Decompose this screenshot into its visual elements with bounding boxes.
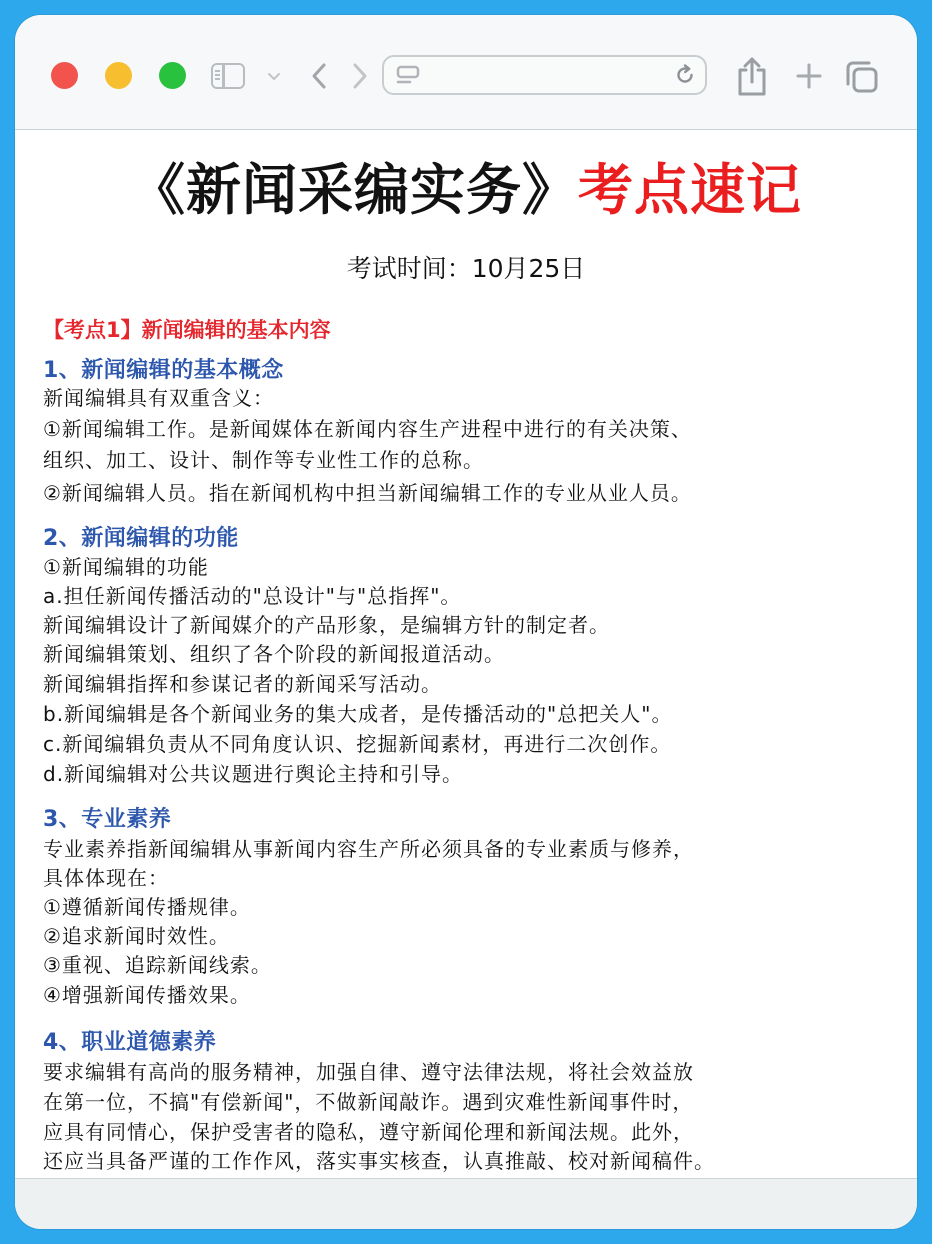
reload-icon[interactable] xyxy=(674,64,696,86)
section-title-professional-ethics: 4、职业道德素养 xyxy=(43,1030,217,1055)
text-line: ①新闻编辑的功能 xyxy=(43,555,209,579)
tabs-icon[interactable] xyxy=(844,59,880,95)
page-icon xyxy=(396,65,420,85)
text-line: 新闻编辑指挥和参谋记者的新闻采写活动。 xyxy=(43,672,442,696)
text-line: 新闻编辑策划、组织了各个阶段的新闻报道活动。 xyxy=(43,642,505,666)
forward-chevron-icon[interactable] xyxy=(346,61,372,91)
text-line: ③重视、追踪新闻线索。 xyxy=(43,953,272,977)
close-window-icon[interactable] xyxy=(51,62,78,89)
title-book-name: 《新闻采编实务》 xyxy=(129,159,578,221)
section-title-functions: 2、新闻编辑的功能 xyxy=(43,526,239,551)
minimize-window-icon[interactable] xyxy=(105,62,132,89)
exam-time: 考试时间：10月25日 xyxy=(346,254,586,283)
text-line: ②新闻编辑人员。指在新闻机构中担当新闻编辑工作的专业从业人员。 xyxy=(43,481,692,505)
text-line: a.担任新闻传播活动的"总设计"与"总指挥"。 xyxy=(43,584,462,608)
browser-bottom-bar xyxy=(15,1178,917,1229)
sidebar-toggle-icon[interactable] xyxy=(211,63,245,89)
text-line: 应具有同情心，保护受害者的隐私，遵守新闻伦理和新闻法规。此外， xyxy=(43,1120,694,1144)
address-bar[interactable] xyxy=(382,55,707,95)
text-line: 专业素养指新闻编辑从事新闻内容生产所必须具备的专业素质与修养， xyxy=(43,837,694,861)
section-title-basic-concept: 1、新闻编辑的基本概念 xyxy=(43,358,284,383)
title-highlight: 考点速记 xyxy=(578,159,803,221)
chevron-down-icon[interactable] xyxy=(267,69,281,83)
text-line: b.新闻编辑是各个新闻业务的集大成者，是传播活动的"总把关人"。 xyxy=(43,702,673,726)
text-line: 在第一位，不搞"有偿新闻"，不做新闻敲诈。遇到灾难性新闻事件时， xyxy=(43,1090,694,1114)
page-content xyxy=(15,130,917,1178)
browser-toolbar xyxy=(15,15,917,130)
text-line: ④增强新闻传播效果。 xyxy=(43,983,251,1007)
text-line: 还应当具备严谨的工作作风，落实事实核查，认真推敲、校对新闻稿件。 xyxy=(43,1149,715,1173)
key-point-heading: 【考点1】新闻编辑的基本内容 xyxy=(43,318,331,342)
text-line: ②追求新闻时效性。 xyxy=(43,924,230,948)
text-line: ①新闻编辑工作。是新闻媒体在新闻内容生产进程中进行的有关决策、 xyxy=(43,417,692,441)
text-line: 新闻编辑设计了新闻媒介的产品形象，是编辑方针的制定者。 xyxy=(43,613,610,637)
browser-window xyxy=(15,15,917,1229)
plus-icon[interactable] xyxy=(795,62,823,90)
text-line: 具体体现在： xyxy=(43,866,169,890)
text-line: 新闻编辑具有双重含义： xyxy=(43,386,274,410)
text-line: d.新闻编辑对公共议题进行舆论主持和引导。 xyxy=(43,762,464,786)
zoom-window-icon[interactable] xyxy=(159,62,186,89)
text-line: ①遵循新闻传播规律。 xyxy=(43,895,251,919)
page-title xyxy=(15,142,917,238)
share-icon[interactable] xyxy=(733,55,771,97)
back-chevron-icon[interactable] xyxy=(307,61,333,91)
section-title-professional-literacy: 3、专业素养 xyxy=(43,807,172,832)
text-line: c.新闻编辑负责从不同角度认识、挖掘新闻素材，再进行二次创作。 xyxy=(43,732,672,756)
text-line: 组织、加工、设计、制作等专业性工作的总称。 xyxy=(43,448,484,472)
text-line: 要求编辑有高尚的服务精神，加强自律、遵守法律法规，将社会效益放 xyxy=(43,1060,694,1084)
